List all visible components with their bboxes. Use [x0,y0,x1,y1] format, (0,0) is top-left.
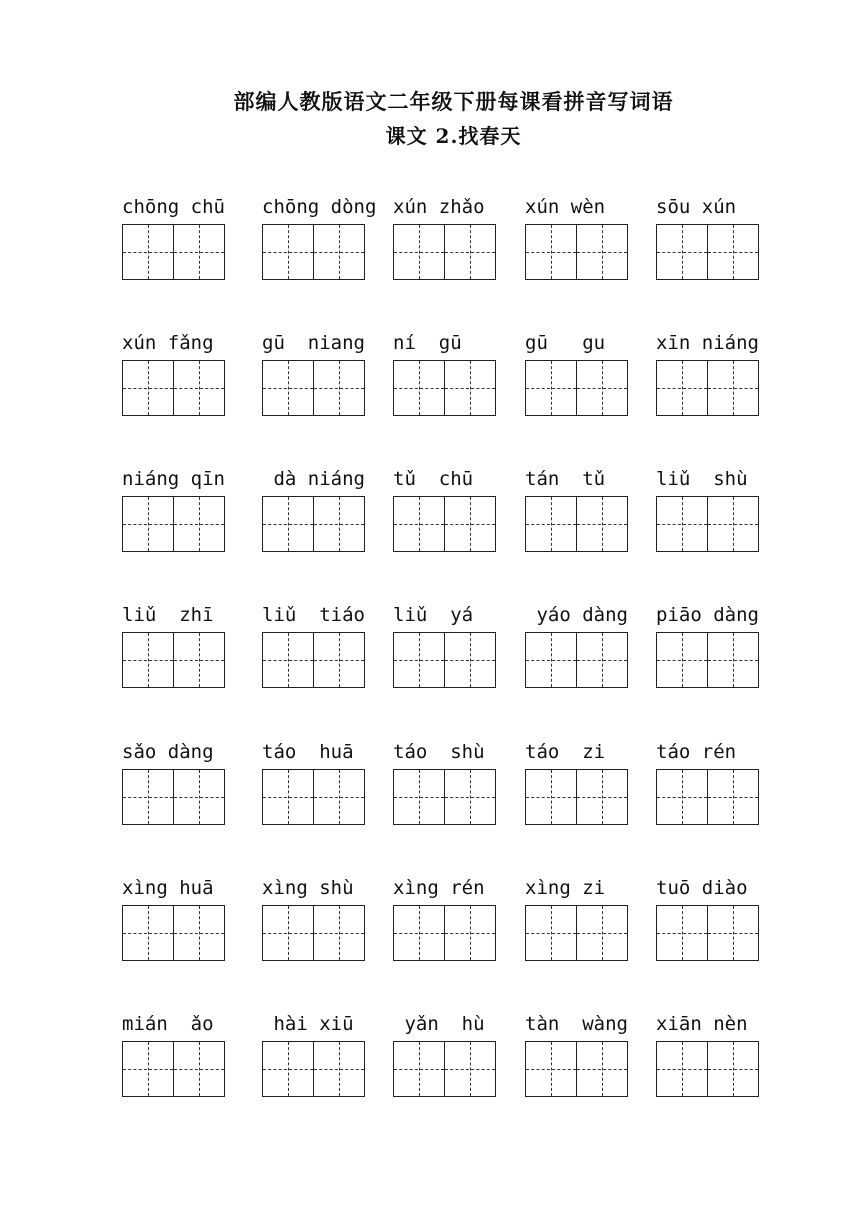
tianzige-cell[interactable] [262,769,314,825]
tianzige-cell[interactable] [393,769,445,825]
tianzige-cell[interactable] [173,224,225,280]
tianzige-cell[interactable] [576,632,628,688]
tianzige-cell[interactable] [173,769,225,825]
tianzige-cell[interactable] [576,769,628,825]
writing-boxes [262,632,368,688]
pinyin-label: niáng qīn [122,468,225,490]
pinyin-label: liǔ zhī [122,604,214,626]
pinyin-label: xún wèn [525,196,606,218]
writing-boxes [262,224,368,280]
writing-boxes [525,360,631,416]
tianzige-cell[interactable] [444,632,496,688]
tianzige-cell[interactable] [656,360,708,416]
tianzige-cell[interactable] [525,224,577,280]
writing-boxes [262,1041,368,1097]
pinyin-label: ní gū [393,332,462,354]
tianzige-cell[interactable] [656,632,708,688]
pinyin-label: chōng chū [122,196,225,218]
tianzige-cell[interactable] [444,360,496,416]
pinyin-label: táo huā [262,741,354,763]
tianzige-cell[interactable] [525,905,577,961]
writing-boxes [525,1041,631,1097]
pinyin-label: liǔ shù [656,468,748,490]
writing-boxes [122,496,228,552]
writing-boxes [656,769,762,825]
tianzige-cell[interactable] [525,632,577,688]
writing-boxes [393,905,499,961]
tianzige-cell[interactable] [262,905,314,961]
writing-boxes [122,360,228,416]
tianzige-cell[interactable] [393,905,445,961]
pinyin-label: xīn niáng [656,332,759,354]
tianzige-cell[interactable] [393,360,445,416]
pinyin-label: mián ǎo [122,1013,214,1035]
writing-boxes [122,224,228,280]
tianzige-cell[interactable] [393,1041,445,1097]
tianzige-cell[interactable] [122,1041,174,1097]
pinyin-label: táo shù [393,741,485,763]
tianzige-cell[interactable] [173,496,225,552]
tianzige-cell[interactable] [444,224,496,280]
tianzige-cell[interactable] [313,1041,365,1097]
pinyin-label: tàn wàng [525,1013,628,1035]
tianzige-cell[interactable] [656,224,708,280]
pinyin-label: xiān nèn [656,1013,748,1035]
tianzige-cell[interactable] [393,496,445,552]
writing-boxes [122,905,228,961]
writing-boxes [122,632,228,688]
tianzige-cell[interactable] [122,769,174,825]
pinyin-label: chōng dòng [262,196,377,218]
tianzige-cell[interactable] [173,1041,225,1097]
writing-boxes [525,905,631,961]
tianzige-cell[interactable] [122,360,174,416]
pinyin-label: xìng shù [262,877,354,899]
tianzige-cell[interactable] [444,905,496,961]
tianzige-cell[interactable] [173,905,225,961]
pinyin-label: táo rén [656,741,737,763]
tianzige-cell[interactable] [313,496,365,552]
tianzige-cell[interactable] [313,360,365,416]
writing-boxes [656,496,762,552]
tianzige-cell[interactable] [576,224,628,280]
tianzige-cell[interactable] [444,496,496,552]
tianzige-cell[interactable] [262,360,314,416]
tianzige-cell[interactable] [576,905,628,961]
writing-boxes [393,224,499,280]
writing-boxes [262,496,368,552]
tianzige-cell[interactable] [262,1041,314,1097]
pinyin-label: sōu xún [656,196,737,218]
tianzige-cell[interactable] [173,360,225,416]
pinyin-label: gū gu [525,332,606,354]
tianzige-cell[interactable] [262,632,314,688]
writing-boxes [656,632,762,688]
pinyin-label: yǎn hù [393,1013,485,1035]
writing-boxes [656,905,762,961]
tianzige-cell[interactable] [707,496,759,552]
tianzige-cell[interactable] [707,224,759,280]
pinyin-label: yáo dàng [525,604,628,626]
writing-boxes [393,632,499,688]
tianzige-cell[interactable] [122,905,174,961]
tianzige-cell[interactable] [444,1041,496,1097]
lesson-subtitle: 课文 2.找春天 [385,124,522,148]
tianzige-cell[interactable] [525,360,577,416]
page-title: 部编人教版语文二年级下册每课看拼音写词语 [233,89,674,114]
writing-boxes [393,360,499,416]
pinyin-label: xún fǎng [122,332,214,354]
tianzige-cell[interactable] [656,769,708,825]
tianzige-cell[interactable] [122,224,174,280]
tianzige-cell[interactable] [122,496,174,552]
writing-boxes [525,496,631,552]
writing-boxes [656,360,762,416]
tianzige-cell[interactable] [707,632,759,688]
tianzige-cell[interactable] [262,224,314,280]
pinyin-label: xìng zi [525,877,606,899]
pinyin-label: táo zi [525,741,606,763]
tianzige-cell[interactable] [393,632,445,688]
tianzige-cell[interactable] [707,769,759,825]
pinyin-label: xìng huā [122,877,214,899]
pinyin-label: hài xiū [262,1013,354,1035]
tianzige-cell[interactable] [444,769,496,825]
pinyin-label: gū niang [262,332,365,354]
tianzige-cell[interactable] [313,632,365,688]
tianzige-cell[interactable] [313,905,365,961]
pinyin-label: tán tǔ [525,468,606,490]
tianzige-cell[interactable] [707,905,759,961]
writing-boxes [393,496,499,552]
writing-boxes [122,1041,228,1097]
tianzige-cell[interactable] [656,1041,708,1097]
tianzige-cell[interactable] [576,1041,628,1097]
pinyin-label: liǔ yá [393,604,474,626]
tianzige-cell[interactable] [525,1041,577,1097]
tianzige-cell[interactable] [393,224,445,280]
tianzige-cell[interactable] [313,769,365,825]
pinyin-label: xún zhǎo [393,196,485,218]
tianzige-cell[interactable] [656,496,708,552]
tianzige-cell[interactable] [262,496,314,552]
tianzige-cell[interactable] [707,1041,759,1097]
tianzige-cell[interactable] [313,224,365,280]
tianzige-cell[interactable] [173,632,225,688]
writing-boxes [525,224,631,280]
writing-boxes [525,769,631,825]
pinyin-label: piāo dàng [656,604,759,626]
writing-boxes [262,360,368,416]
pinyin-label: liǔ tiáo [262,604,365,626]
pinyin-label: tuō diào [656,877,748,899]
tianzige-cell[interactable] [656,905,708,961]
pinyin-label: tǔ chū [393,468,474,490]
pinyin-label: xìng rén [393,877,485,899]
tianzige-cell[interactable] [525,769,577,825]
writing-boxes [262,905,368,961]
writing-boxes [393,1041,499,1097]
writing-boxes [656,1041,762,1097]
tianzige-cell[interactable] [122,632,174,688]
writing-boxes [262,769,368,825]
tianzige-cell[interactable] [576,360,628,416]
pinyin-label: dà niáng [262,468,365,490]
writing-boxes [656,224,762,280]
writing-boxes [525,632,631,688]
pinyin-label: sǎo dàng [122,741,214,763]
tianzige-cell[interactable] [707,360,759,416]
tianzige-cell[interactable] [576,496,628,552]
writing-boxes [393,769,499,825]
writing-boxes [122,769,228,825]
tianzige-cell[interactable] [525,496,577,552]
